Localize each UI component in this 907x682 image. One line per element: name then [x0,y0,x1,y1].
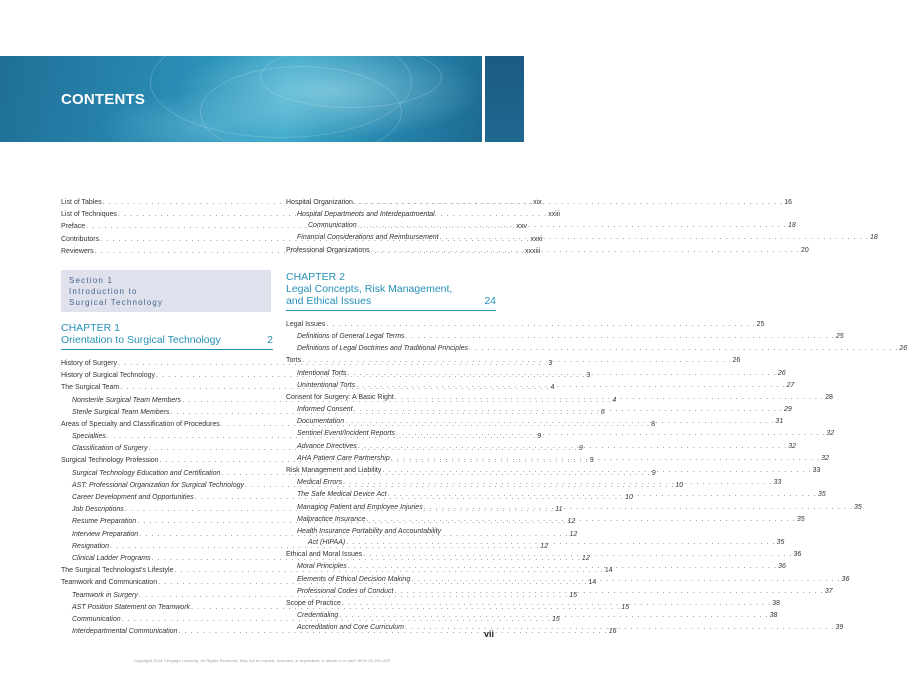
copyright-notice: Copyright 2018 Cengage Learning. All Rights Reserved. May not be copied, scanned, or duplicated, in whole or in part. WCN 02-200-203 [133,658,390,663]
dot-leader [342,598,771,610]
entry-label: Medical Errors [297,479,343,487]
entry-page: 35 [776,538,785,546]
entry-label: Contributors [61,235,100,243]
toc-entry[interactable] [286,368,786,380]
dot-leader [345,416,774,428]
entry-page: 18 [787,222,796,230]
entry-label: The Safe Medical Device Act [297,491,387,499]
entry-label: Teamwork in Surgery [72,591,138,599]
entry-page: 9 [651,469,656,477]
entry-label: Communication [72,615,121,623]
entry-page: 9 [589,457,594,465]
dot-leader [363,549,792,561]
entry-label: Teamwork and Communication [61,579,158,587]
dot-leader [348,368,777,380]
dot-leader [358,220,787,232]
entry-label: Professional Codes of Conduct [297,587,394,595]
entry-label: Career Development and Opportunities [72,494,194,501]
chapter-number: CHAPTER 1 [61,321,120,334]
toc-entry[interactable] [286,404,792,416]
entry-label: Managing Patient and Employee Injuries [297,503,423,511]
entry-page: 27 [786,381,795,389]
toc-entry[interactable] [286,526,496,537]
toc-entry[interactable] [286,465,821,477]
entry-page: 36 [841,575,850,583]
entry-page: 3 [548,359,553,367]
entry-page: 10 [675,481,684,489]
dot-leader [395,586,824,598]
entry-page: 15 [621,603,630,611]
entry-page: 26 [777,369,786,377]
dot-leader [469,343,898,355]
entry-page: 15 [551,615,560,623]
entry-label: Communication [308,222,357,230]
entry-label: Sterile Surgical Team Members [72,408,170,416]
entry-label: Financial Considerations and Reimbursement [297,234,439,242]
entry-label: Preface [61,223,86,231]
entry-label: The Surgical Technologist's Lifestyle [61,567,174,575]
entry-label: Areas of Specialty and Classification of Procedures [61,420,220,428]
entry-label: Consent for Surgery: A Basic Right [286,393,394,401]
banner-swirl [260,46,442,108]
dot-leader [396,428,825,440]
section-title-line2: Surgical Technology [69,297,164,307]
entry-label: Elements of Ethical Decision Making [297,575,411,583]
chapter-heading[interactable] [286,271,496,311]
entry-page: xix [533,199,542,206]
entry-page: 25 [756,320,765,328]
entry-page: 32 [821,454,829,462]
entry-page: 33 [773,479,782,487]
page-number: vii [484,629,495,639]
entry-label: Advance Directives [297,442,357,450]
entry-label: Ethical and Moral Issues [286,551,363,559]
dot-leader [326,319,755,331]
dot-leader [346,537,775,549]
chapter-number: CHAPTER 2 [286,270,345,283]
chapter-page: 2 [267,333,273,346]
entry-page: 12 [581,554,590,562]
entry-label: Interdepartmental Communication [72,628,178,636]
chapter-page: 24 [484,294,496,307]
entry-page: 35 [817,491,826,499]
entry-page: 16 [608,628,617,636]
entry-page: 37 [824,587,833,595]
entry-label: Legal Issues [286,320,326,328]
entry-label: AST Position Statement on Teamwork [72,603,191,611]
entry-label: History of Surgery [61,359,118,367]
entry-label: Job Descriptions [72,506,124,514]
toc-entry[interactable] [286,392,833,404]
entry-page: 36 [793,551,802,559]
dot-leader [391,453,820,465]
dot-leader [411,574,840,586]
entry-label: Definitions of Legal Doctrines and Traditional Principles [297,345,469,353]
entry-label: Specialties [72,433,106,441]
entry-page: 26 [899,345,907,353]
entry-page: 32 [788,442,797,450]
entry-label: Risk Management and Liability [286,467,382,474]
entry-label: Resignation [72,542,109,550]
entry-page: 10 [625,494,633,501]
entry-page: 6 [600,408,605,416]
entry-label: AST: Professional Organization for Surgical Technology [72,481,244,489]
entry-label: The Surgical Team [61,384,120,392]
toc-entry[interactable] [286,209,496,220]
entry-label: Resume Preparation [72,518,137,526]
entry-page: 32 [826,430,835,438]
entry-label: Informed Consent [297,406,353,414]
entry-label: Credentialing [297,612,339,620]
entry-page: 11 [555,506,563,514]
dot-leader [424,502,853,514]
entry-page: 28 [825,393,833,401]
entry-page: 12 [540,542,549,550]
entry-page: 39 [835,624,844,632]
entry-label: Accreditation and Core Curriculum [297,624,404,632]
entry-page: xxxiii [525,247,541,255]
entry-page: 38 [772,599,780,607]
dot-leader [354,404,783,416]
dot-leader [339,610,768,622]
toc-entry[interactable] [286,453,829,465]
entry-page: 29 [783,406,792,414]
entry-label: AHA Patient Care Partnership [297,454,390,462]
entry-page: 18 [869,234,878,242]
entry-page: 35 [854,503,862,511]
dot-leader [405,622,834,634]
entry-page: 33 [812,467,821,474]
entry-page: 14 [588,579,597,587]
entry-label: Malpractice Insurance [297,515,366,523]
section-number: Section 1 [69,275,114,285]
entry-label: Surgical Technology Profession [61,457,159,465]
dot-leader [302,355,731,367]
entry-label: Moral Principles [297,563,347,571]
entry-label: Interview Preparation [72,530,139,538]
dot-leader [388,489,817,501]
dot-leader [371,245,800,257]
dot-leader [440,232,869,244]
entry-label: Reviewers [61,247,94,255]
toc-entry[interactable] [286,441,797,453]
entry-page: 16 [784,199,793,206]
entry-label: Scope of Practice [286,599,341,607]
entry-label: List of Tables [61,199,102,206]
entry-label: Clinical Ladder Programs [72,554,151,562]
entry-page: 31 [775,418,784,426]
entry-label: Documentation [297,418,345,426]
dot-leader [354,197,783,209]
entry-label: Professional Organizations [286,246,370,254]
toc-entry[interactable] [286,331,844,343]
toc-entry[interactable] [286,380,795,392]
entry-page: xxxi [530,235,543,243]
entry-label: History of Surgical Technology [61,372,156,380]
toc-entry[interactable] [286,355,741,367]
entry-label: Nonsterile Surgical Team Members [72,396,182,404]
toc-entry[interactable] [286,319,765,331]
entry-page: 9 [537,433,542,441]
toc-entry[interactable] [286,416,784,428]
entry-page: 3 [586,372,591,380]
chapter-heading[interactable] [61,322,273,350]
chapter-title-line2: and Ethical Issues [286,294,372,307]
header-banner [0,56,524,142]
entry-page: 36 [778,563,786,571]
entry-page: 25 [835,332,844,340]
chapter-rule [286,310,496,311]
chapter-title-line1: Legal Concepts, Risk Management, [286,282,453,295]
dot-leader [343,477,772,489]
entry-label: Unintentional Torts [297,381,356,389]
entry-page: 38 [769,612,778,620]
dot-leader [406,331,835,343]
entry-label: Definitions of General Legal Terms [297,332,405,340]
toc-entry[interactable] [286,343,907,355]
entry-page: 12 [567,518,576,526]
banner-side-strip [482,56,524,142]
entry-label: Torts [286,357,302,365]
dot-leader [366,514,795,526]
entry-page: 4 [550,384,555,392]
page-title: CONTENTS [61,91,146,108]
dot-leader [358,441,787,453]
entry-page: 20 [800,246,809,254]
dot-leader [382,465,811,477]
section-title-line1: Introduction to [69,286,138,296]
entry-label: Hospital Organization [286,199,353,206]
chapter-rule [61,349,273,350]
entry-page: xxiii [548,211,560,219]
dot-leader [356,380,785,392]
entry-label: Surgical Technology Education and Certification [72,469,221,477]
entry-page: 12 [569,530,578,538]
entry-page: 26 [732,357,741,365]
dot-leader [395,392,824,404]
section-heading [61,270,271,312]
entry-label: Intentional Torts [297,369,347,377]
entry-label: Classification of Surgery [72,445,148,453]
entry-label: Sentinel Event/Incident Reports [297,430,396,438]
entry-label: List of Techniques [61,211,117,219]
entry-page: xxv [516,223,527,231]
entry-label: Act (HIPAA) [308,538,346,546]
entry-page: 15 [569,591,578,599]
toc-entry[interactable] [286,428,835,440]
entry-page: 8 [651,420,655,428]
dot-leader [348,561,777,573]
entry-label: Hospital Departments and Interdepartmental [297,211,435,219]
chapter-title: Orientation to Surgical Technology [61,333,221,346]
entry-page: 35 [796,515,805,523]
entry-page: 14 [604,567,613,575]
entry-page: 9 [578,445,583,453]
entry-label: Health Insurance Portability and Accountability [297,527,442,535]
entry-page: 4 [612,396,617,404]
